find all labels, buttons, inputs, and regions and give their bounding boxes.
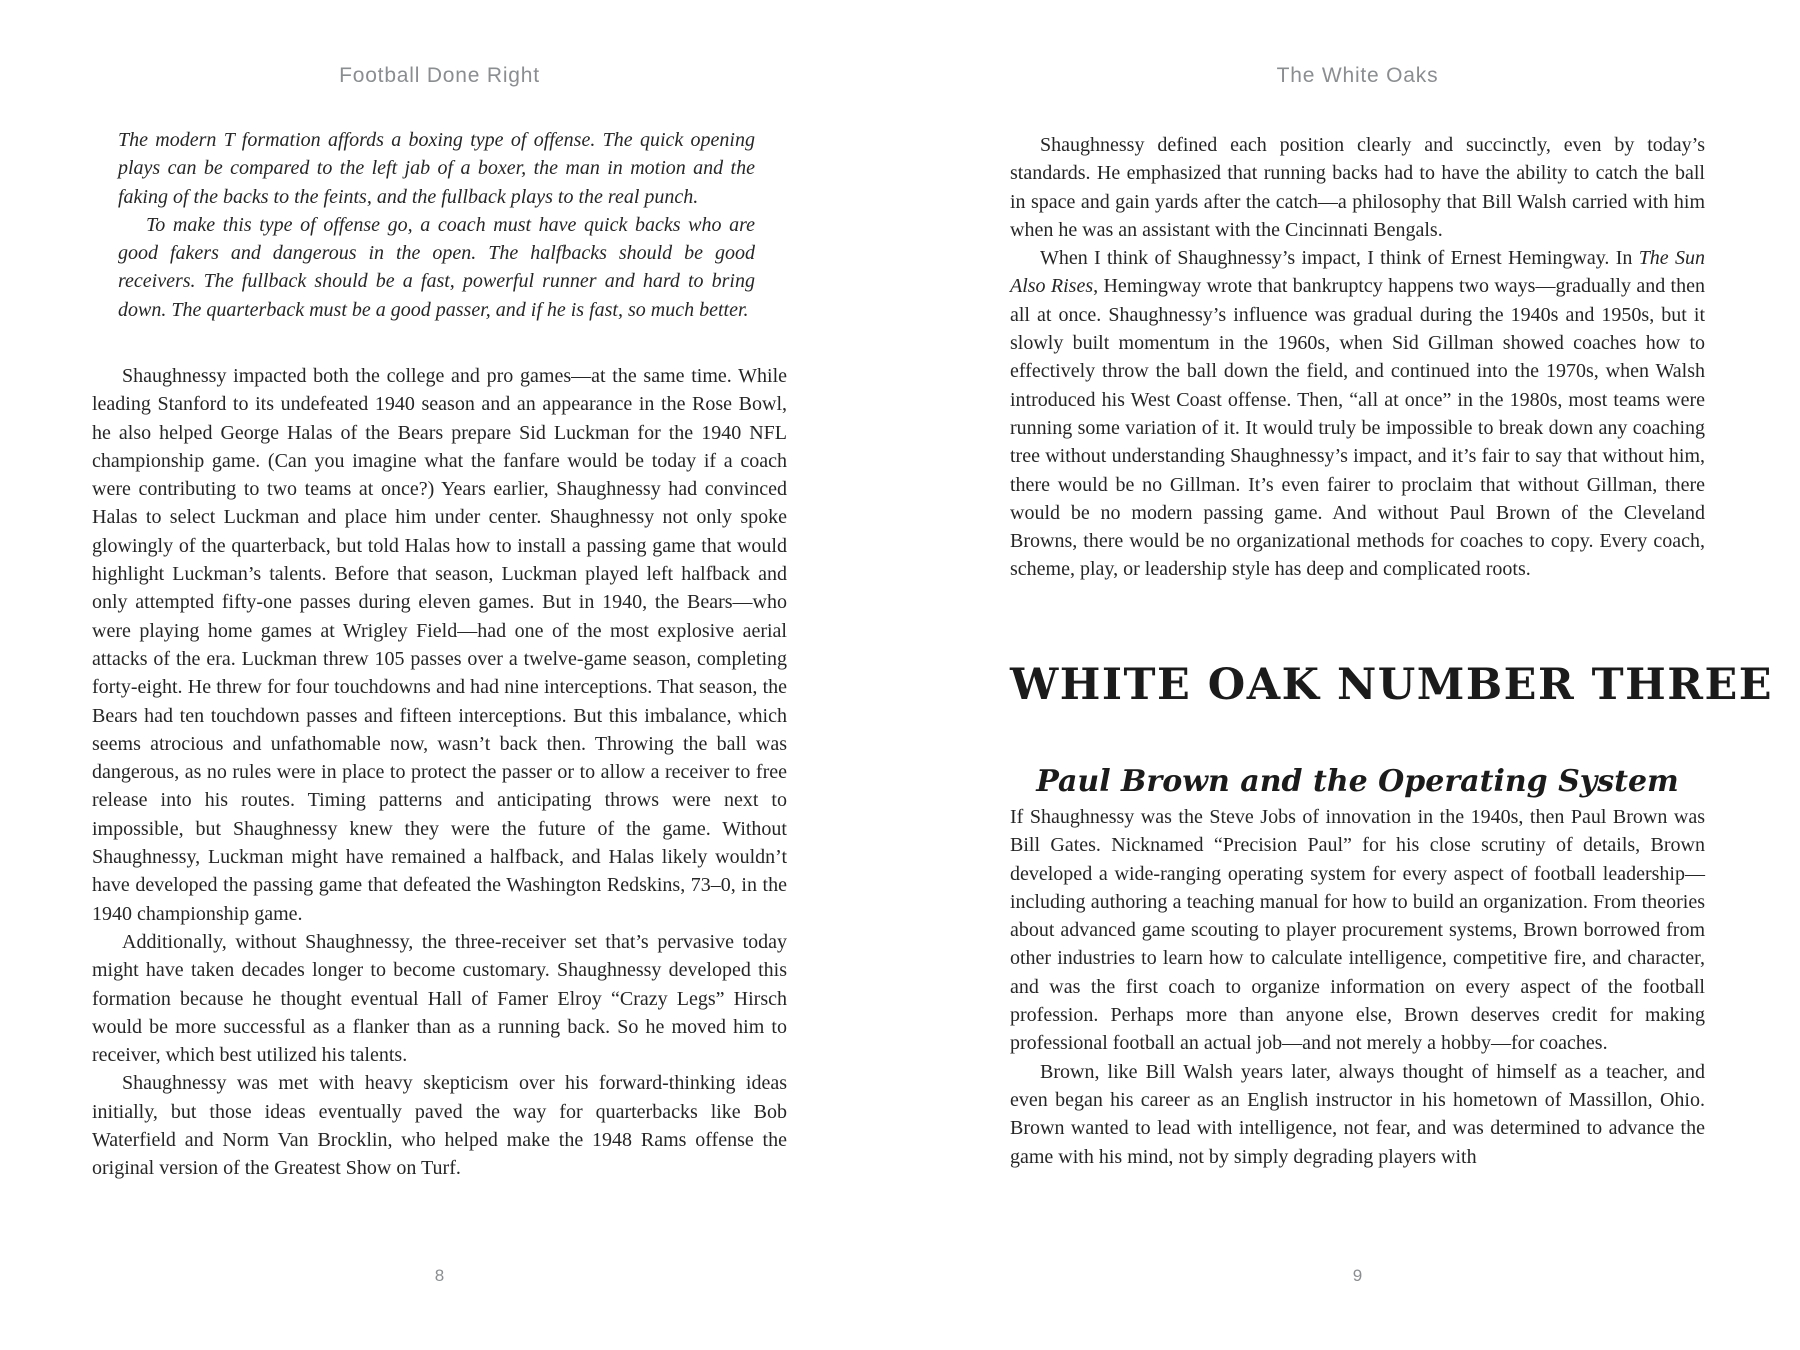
text-run: Brown, like Bill Walsh years later, always thought of himself as a teacher, and even began his career as an English instructor in his hometown of Massillon, Ohio. Brown wanted to lead with intelligence, not fear, and was determined to advance the game with his mind, not by simply degrading players with bbox=[1010, 1060, 1705, 1168]
right-page-body-top bbox=[1010, 131, 1705, 584]
page-number-right: 9 bbox=[1352, 1266, 1363, 1285]
right-page bbox=[1010, 0, 1774, 1350]
text-run: When I think of Shaughnessy’s impact, I think of Ernest Hemingway. In bbox=[1040, 247, 1639, 270]
text-run: If Shaughnessy was the Steve Jobs of innovation in the 1940s, then Paul Brown was Bill Gates. Nicknamed “Precision Paul” for his close scrutiny of details, Brown developed a wide-ranging operating system for every aspect of football leadership—including authoring a teaching manual for how to build an organization. From theories about advanced game scouting to player procurement systems, Brown borrowed from other industries to learn how to calculate intelligence, competitive fire, and character, and was the first coach to organize information on every aspect of the football profession. Perhaps more than anyone else, Brown deserves credit for making professional football an actual job—and not merely a hobby—for coaches. bbox=[1010, 806, 1705, 1055]
page-number-left: 8 bbox=[434, 1266, 445, 1285]
right-page-body-bottom bbox=[1010, 803, 1705, 1171]
paragraph bbox=[1010, 131, 1705, 244]
paragraph bbox=[118, 126, 755, 211]
left-page bbox=[92, 0, 787, 1350]
italic-text-run: The Sun Also Rises bbox=[1010, 247, 1705, 298]
paragraph bbox=[118, 211, 755, 324]
paragraph bbox=[92, 362, 787, 928]
paragraph bbox=[92, 1069, 787, 1182]
running-head-right: The White Oaks bbox=[1276, 64, 1439, 87]
chapter-subtitle: Paul Brown and the Operating System bbox=[1036, 764, 1679, 799]
left-page-body bbox=[92, 362, 787, 1183]
text-run: Shaughnessy defined each position clearly and succinctly, even by today’s standards. He emphasized that running backs had to have the ability to catch the ball in space and gain yards after the catch—a philosophy that Bill Walsh carried with him when he was an assistant with the Cincinnati Bengals. bbox=[1010, 134, 1705, 241]
paragraph bbox=[92, 928, 787, 1069]
paragraph bbox=[1010, 803, 1705, 1058]
running-head-left: Football Done Right bbox=[339, 64, 540, 87]
text-run: , Hemingway wrote that bankruptcy happens two ways—gradually and then all at once. Shaughnessy’s influence was gradual during the 1940s and 1950s, but it slowly built momentum in the 1960s, when Sid Gillman showed coaches how to effectively throw the ball down the field, and continued into the 1970s, when Walsh introduced his West Coast offense. Then, “all at once” in the 1980s, most teams were running some variation of it. It would truly be impossible to break down any coaching tree without understanding Shaughnessy’s impact, and it’s fair to say that without him, there would be no Gillman. It’s even fairer to proclaim that without Gillman, there would be no modern passing game. And without Paul Brown of the Cleveland Browns, there would be no organizational methods for coaches to copy. Every coach, scheme, play, or leadership style has deep and complicated roots. bbox=[1010, 275, 1705, 581]
text-run: Shaughnessy impacted both the college and pro games—at the same time. While leading Stanford to its undefeated 1940 season and an appearance in the Rose Bowl, he also helped George Halas of the Bears prepare Sid Luckman for the 1940 NFL championship game. (Can you imagine what the fanfare would be today if a coach were contributing to two teams at once?) Years earlier, Shaughnessy had convinced Halas to select Luckman and place him under center. Shaughnessy not only spoke glowingly of the quarterback, but told Halas how to install a passing game that would highlight Luckman’s talents. Before that season, Luckman played left halfback and only attempted fifty-one passes during eleven games. But in 1940, the Bears—who were playing home games at Wrigley Field—had one of the most explosive aerial attacks of the era. Luckman threw 105 passes over a twelve-game season, completing forty-eight. He threw for four touchdowns and had nine interceptions. That season, the Bears had ten touchdown passes and fifteen interceptions. But this imbalance, which seems atrocious and unfathomable now, wasn’t back then. Throwing the ball was dangerous, as no rules were in place to protect the passer or to allow a receiver to free release into his routes. Timing patterns and anticipating throws were next to impossible, but Shaughnessy knew they were the future of the game. Without Shaughnessy, Luckman might have remained a halfback, and Halas likely wouldn’t have developed the passing game that defeated the Washington Redskins, 73–0, in the 1940 championship game. bbox=[92, 365, 787, 925]
text-run: Shaughnessy was met with heavy skepticism over his forward-thinking ideas initially, but those ideas eventually paved the way for quarterbacks like Bob Waterfield and Norm Van Brocklin, who helped make the 1948 Rams offense the original version of the Greatest Show on Turf. bbox=[92, 1072, 787, 1180]
text-run: The modern T formation affords a boxing type of offense. The quick opening plays can be compared to the left jab of a boxer, the man in motion and the faking of the backs to the feints, and the fullback plays to the real punch. bbox=[118, 129, 755, 208]
chapter-title: WHITE OAK NUMBER THREE bbox=[1010, 660, 1774, 710]
paragraph bbox=[1010, 1058, 1705, 1171]
text-run: Additionally, without Shaughnessy, the three-receiver set that’s pervasive today might have taken decades longer to become customary. Shaughnessy developed this formation because he thought eventual Hall of Famer Elroy “Crazy Legs” Hirsch would be more successful as a flanker than as a running back. So he moved him to receiver, which best utilized his talents. bbox=[92, 930, 787, 1067]
epigraph bbox=[118, 126, 755, 324]
text-run: To make this type of offense go, a coach must have quick backs who are good fakers and dangerous in the open. The halfbacks should be good receivers. The fullback should be a fast, powerful runner and hard to bring down. The quarterback must be a good passer, and if he is fast, so much better. bbox=[118, 213, 755, 321]
paragraph bbox=[1010, 244, 1705, 584]
